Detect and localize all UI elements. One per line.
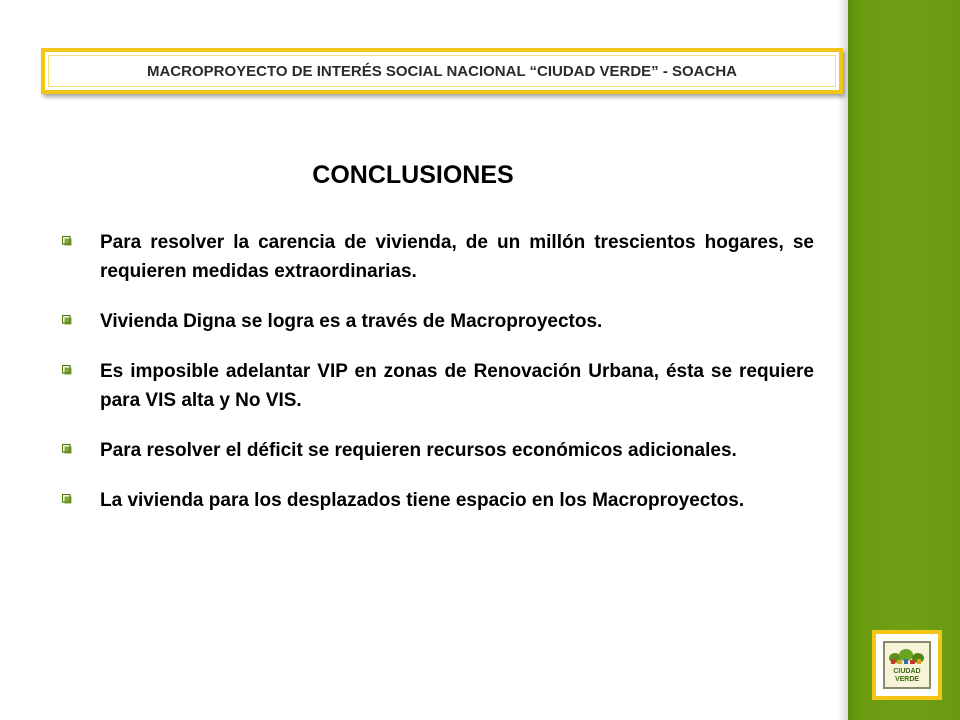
list-item [62,307,814,336]
list-item [62,436,814,465]
green-side-band [848,0,960,720]
square-bullet-icon [62,365,72,375]
logo-line1: CIUDAD [893,668,921,675]
bullet-text: Es imposible adelantar VIP en zonas de Renovación Urbana, ésta se requiere para VIS alta y No VIS. [100,361,814,411]
page-title: CONCLUSIONES [312,161,514,189]
square-bullet-icon [62,236,72,246]
list-item [62,228,814,286]
list-item [62,486,814,515]
bullet-text: Vivienda Digna se logra es a través de Macroproyectos. [100,311,603,332]
ciudad-verde-logo-icon [885,643,929,687]
square-bullet-icon [62,494,72,504]
square-bullet-icon [62,444,72,454]
bullet-text: Para resolver la carencia de vivienda, de un millón trescientos hogares, se requieren medidas extraordinarias. [100,232,814,282]
header-banner [41,48,843,94]
conclusions-list [62,228,814,536]
square-bullet-icon [62,315,72,325]
ciudad-verde-logo [872,630,942,700]
header-title: MACROPROYECTO DE INTERÉS SOCIAL NACIONAL “CIUDAD VERDE” - SOACHA [146,62,738,80]
bullet-text: La vivienda para los desplazados tiene espacio en los Macroproyectos. [100,490,745,511]
list-item [62,357,814,415]
logo-badge [883,641,931,689]
bullet-text: Para resolver el déficit se requieren recursos económicos adicionales. [100,440,737,461]
logo-line2: VERDE [894,676,920,683]
